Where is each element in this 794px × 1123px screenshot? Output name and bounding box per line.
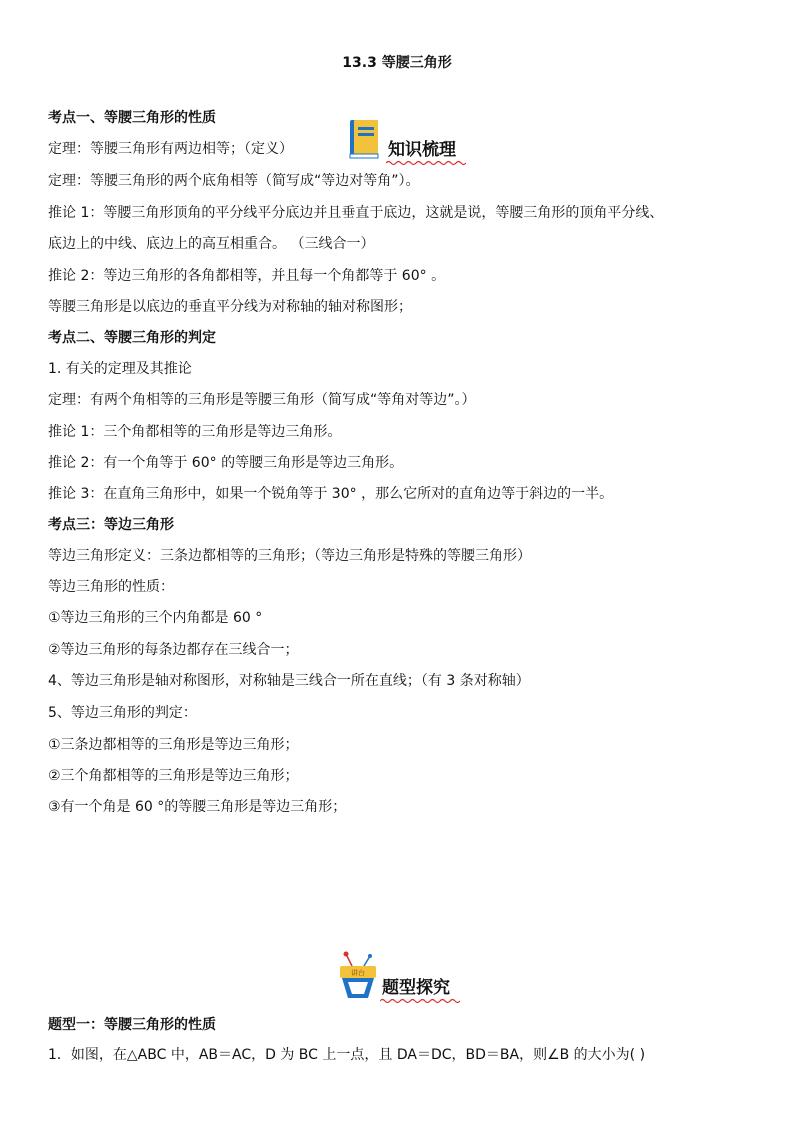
text-line: 4、等边三角形是轴对称图形，对称轴是三线合一所在直线；（有 3 条对称轴） (48, 673, 530, 689)
text-line: ③有一个角是 60 °的等腰三角形是等边三角形； (48, 799, 347, 815)
text-line: ①等边三角形的三个内角都是 60 ° (48, 610, 263, 626)
section-heading-3: 考点三：等边三角形 (48, 517, 174, 533)
text-line: ①三条边都相等的三角形是等边三角形； (48, 737, 299, 753)
text-line: 定理：等腰三角形的两个底角相等（简写成“等边对等角”）。 (48, 173, 420, 189)
text-line: 等腰三角形是以底边的垂直平分线为对称轴的轴对称图形； (48, 299, 412, 315)
text-line: ②等边三角形的每条边都存在三线合一； (48, 642, 299, 658)
podium-text: 讲台 (351, 969, 365, 977)
podium-icon (336, 950, 380, 1002)
text-line: 5、等边三角形的判定： (48, 705, 197, 721)
knowledge-badge (344, 118, 460, 162)
practice-heading: 题型一：等腰三角形的性质 (48, 1017, 216, 1033)
text-line: 等边三角形定义：三条边都相等的三角形；（等边三角形是特殊的等腰三角形） (48, 548, 531, 564)
question-1: 1．如图，在△ABC 中，AB＝AC，D 为 BC 上一点，且 DA＝DC，BD＝BA，则∠B 的大小为( ) (48, 1047, 646, 1063)
wavy-underline (386, 160, 466, 166)
text-line: 推论 3：在直角三角形中，如果一个锐角等于 30° ，那么它所对的直角边等于斜边的一半。 (48, 486, 614, 502)
text-line: 底边上的中线、底边上的高互相重合。 （三线合一） (48, 236, 375, 252)
section-heading-1: 考点一、等腰三角形的性质 (48, 110, 216, 126)
text-line: 定理：等腰三角形有两边相等；（定义） (48, 141, 293, 157)
text-line: 推论 1：三个角都相等的三角形是等边三角形。 (48, 424, 342, 440)
text-line: ②三个角都相等的三角形是等边三角形； (48, 768, 299, 784)
text-line: 1. 有关的定理及其推论 (48, 361, 192, 377)
practice-badge (336, 950, 454, 1002)
section-heading-2: 考点二、等腰三角形的判定 (48, 330, 216, 346)
knowledge-badge-label: 知识梳理 (388, 140, 456, 160)
book-icon (344, 118, 384, 162)
text-line: 推论 2：等边三角形的各角都相等，并且每一个角都等于 60° 。 (48, 268, 446, 284)
text-line: 等边三角形的性质： (48, 579, 174, 595)
text-line: 定理：有两个角相等的三角形是等腰三角形（简写成“等角对等边”。） (48, 392, 476, 408)
page-title: 13.3 等腰三角形 (342, 55, 452, 71)
practice-badge-label: 题型探究 (382, 978, 450, 998)
text-line: 推论 1：等腰三角形顶角的平分线平分底边并且垂直于底边，这就是说，等腰三角形的顶角平分线、 (48, 205, 664, 221)
wavy-underline (380, 998, 460, 1004)
text-line: 推论 2：有一个角等于 60° 的等腰三角形是等边三角形。 (48, 455, 404, 471)
